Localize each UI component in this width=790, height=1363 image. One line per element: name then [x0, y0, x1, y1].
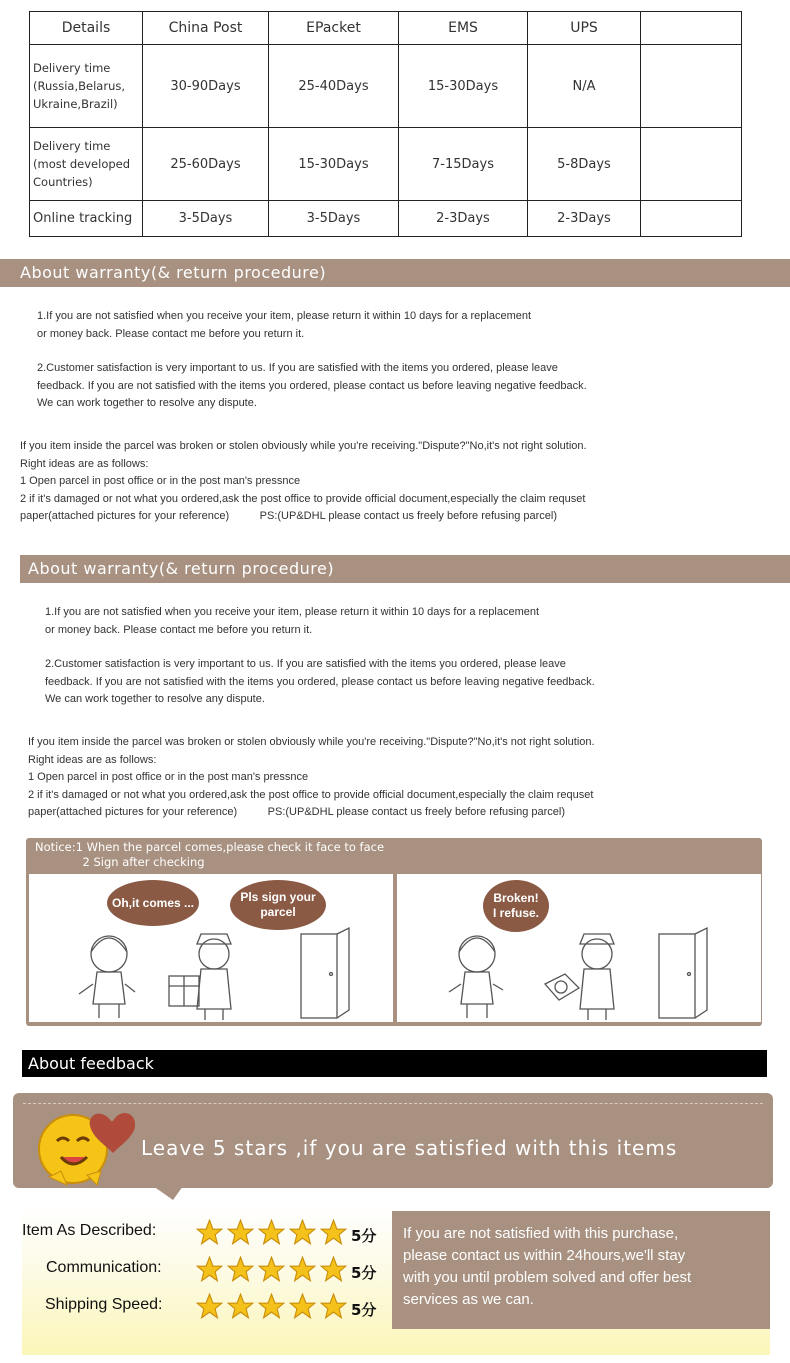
rating-score: 5分 — [351, 1227, 377, 1245]
rating-score: 5分 — [351, 1264, 377, 1282]
table-cell: 5-8Days — [528, 128, 641, 201]
row-label: Delivery time (Russia,Belarus, Ukraine,Brazil) — [30, 45, 143, 128]
illustration-panel-accept — [29, 874, 393, 1022]
table-cell: 15-30Days — [269, 128, 399, 201]
star-icon — [289, 1256, 316, 1283]
girl-refusing-parcel-illustration — [437, 914, 737, 1022]
star-rating — [196, 1256, 347, 1283]
table-cell: 2-3Days — [528, 201, 641, 237]
table-row — [30, 45, 742, 128]
warranty-paragraph: If you item inside the parcel was broken or stolen obviously while you're receiving."Dispute?"No,it's not right solution. Right ideas are as follows: 1 Open parcel in post office or in the post man's pressnce 2 if it's damaged or not what you ordered,ask the post office to provide official document,especially the claim requset paper(attached pictures for your reference) PS:(UP&DHL please contact us freely before refusing parcel) — [28, 736, 595, 818]
table-cell — [641, 201, 742, 237]
warranty-paragraph: 1.If you are not satisfied when you receive your item, please return it within 10 days for a replacement or money back. Please contact me before you return it. — [37, 310, 532, 340]
contact-note — [392, 1211, 770, 1329]
feedback-message: Leave 5 stars ,if you are satisfied with this items — [141, 1136, 678, 1160]
table-header: EPacket — [269, 12, 399, 45]
star-icon — [320, 1293, 347, 1320]
girl-receiving-parcel-illustration — [69, 914, 369, 1022]
star-icon — [289, 1219, 316, 1246]
table-cell — [641, 45, 742, 128]
table-cell: 15-30Days — [399, 45, 528, 128]
speech-bubble: Pls sign your parcel — [230, 880, 326, 930]
rating-label: Item As Described: — [22, 1222, 157, 1239]
speech-bubble: Oh,it comes ... — [107, 880, 199, 926]
table-header: UPS — [528, 12, 641, 45]
star-icon — [227, 1256, 254, 1283]
table-header — [641, 12, 742, 45]
star-icon — [196, 1256, 223, 1283]
table-row — [30, 201, 742, 237]
star-icon — [320, 1256, 347, 1283]
star-icon — [227, 1219, 254, 1246]
star-icon — [196, 1293, 223, 1320]
feedback-heading — [22, 1050, 767, 1077]
warranty-heading: About warranty(& return procedure) — [20, 555, 790, 583]
table-row — [30, 128, 742, 201]
warranty-heading: About warranty(& return procedure) — [0, 259, 790, 287]
row-label: Online tracking — [30, 201, 143, 237]
shipping-table — [29, 11, 742, 237]
table-header-row — [30, 12, 742, 45]
star-icon — [289, 1293, 316, 1320]
star-icon — [258, 1293, 285, 1320]
warranty-paragraph: 2.Customer satisfaction is very important to us. If you are satisfied with the items you ordered, please leave feedback. If you are not satisfied with the items you ordered, please contact us before leaving negative feedback. We can work together to resolve any dispute. — [37, 362, 587, 409]
table-cell: N/A — [528, 45, 641, 128]
feedback-title: About feedback — [28, 1054, 154, 1073]
star-rating — [196, 1219, 347, 1246]
contact-note-text: If you are not satisfied with this purchase, please contact us within 24hours,we'll stay with you until problem solved and offer best services as we can. — [403, 1225, 692, 1308]
notice-text: Notice:1 When the parcel comes,please check it face to face 2 Sign after checking — [35, 840, 385, 869]
star-icon — [320, 1219, 347, 1246]
star-rating — [196, 1293, 347, 1320]
feedback-banner — [13, 1093, 773, 1188]
table-cell: 3-5Days — [143, 201, 269, 237]
star-icon — [196, 1219, 223, 1246]
warranty-paragraph: 2.Customer satisfaction is very important to us. If you are satisfied with the items you ordered, please leave feedback. If you are not satisfied with the items you ordered, please contact us before leaving negative feedback. We can work together to resolve any dispute. — [45, 658, 595, 705]
smiley-heart-icon — [31, 1101, 135, 1191]
table-cell: 30-90Days — [143, 45, 269, 128]
table-header: Details — [30, 12, 143, 45]
table-cell: 25-60Days — [143, 128, 269, 201]
illustration-panel-refuse — [397, 874, 761, 1022]
rating-label: Shipping Speed: — [45, 1296, 163, 1313]
table-header: China Post — [143, 12, 269, 45]
warranty-paragraph: 1.If you are not satisfied when you receive your item, please return it within 10 days for a replacement or money back. Please contact me before you return it. — [45, 606, 540, 636]
speech-bubble: Broken! I refuse. — [483, 880, 549, 932]
table-cell — [641, 128, 742, 201]
table-cell: 7-15Days — [399, 128, 528, 201]
table-cell: 2-3Days — [399, 201, 528, 237]
star-icon — [227, 1293, 254, 1320]
warranty-paragraph: If you item inside the parcel was broken or stolen obviously while you're receiving."Dispute?"No,it's not right solution. Right ideas are as follows: 1 Open parcel in post office or in the post man's pressnce 2 if it's damaged or not what you ordered,ask the post office to provide official document,especially the claim requset paper(attached pictures for your reference) PS:(UP&DHL please contact us freely before refusing parcel) — [20, 440, 587, 522]
star-icon — [258, 1256, 285, 1283]
rating-score: 5分 — [351, 1301, 377, 1319]
table-cell: 25-40Days — [269, 45, 399, 128]
notice-box — [26, 838, 762, 1026]
table-header: EMS — [399, 12, 528, 45]
table-cell: 3-5Days — [269, 201, 399, 237]
row-label: Delivery time (most developed Countries) — [30, 128, 143, 201]
star-icon — [258, 1219, 285, 1246]
rating-label: Communication: — [46, 1259, 162, 1276]
speech-tail — [153, 1186, 193, 1200]
